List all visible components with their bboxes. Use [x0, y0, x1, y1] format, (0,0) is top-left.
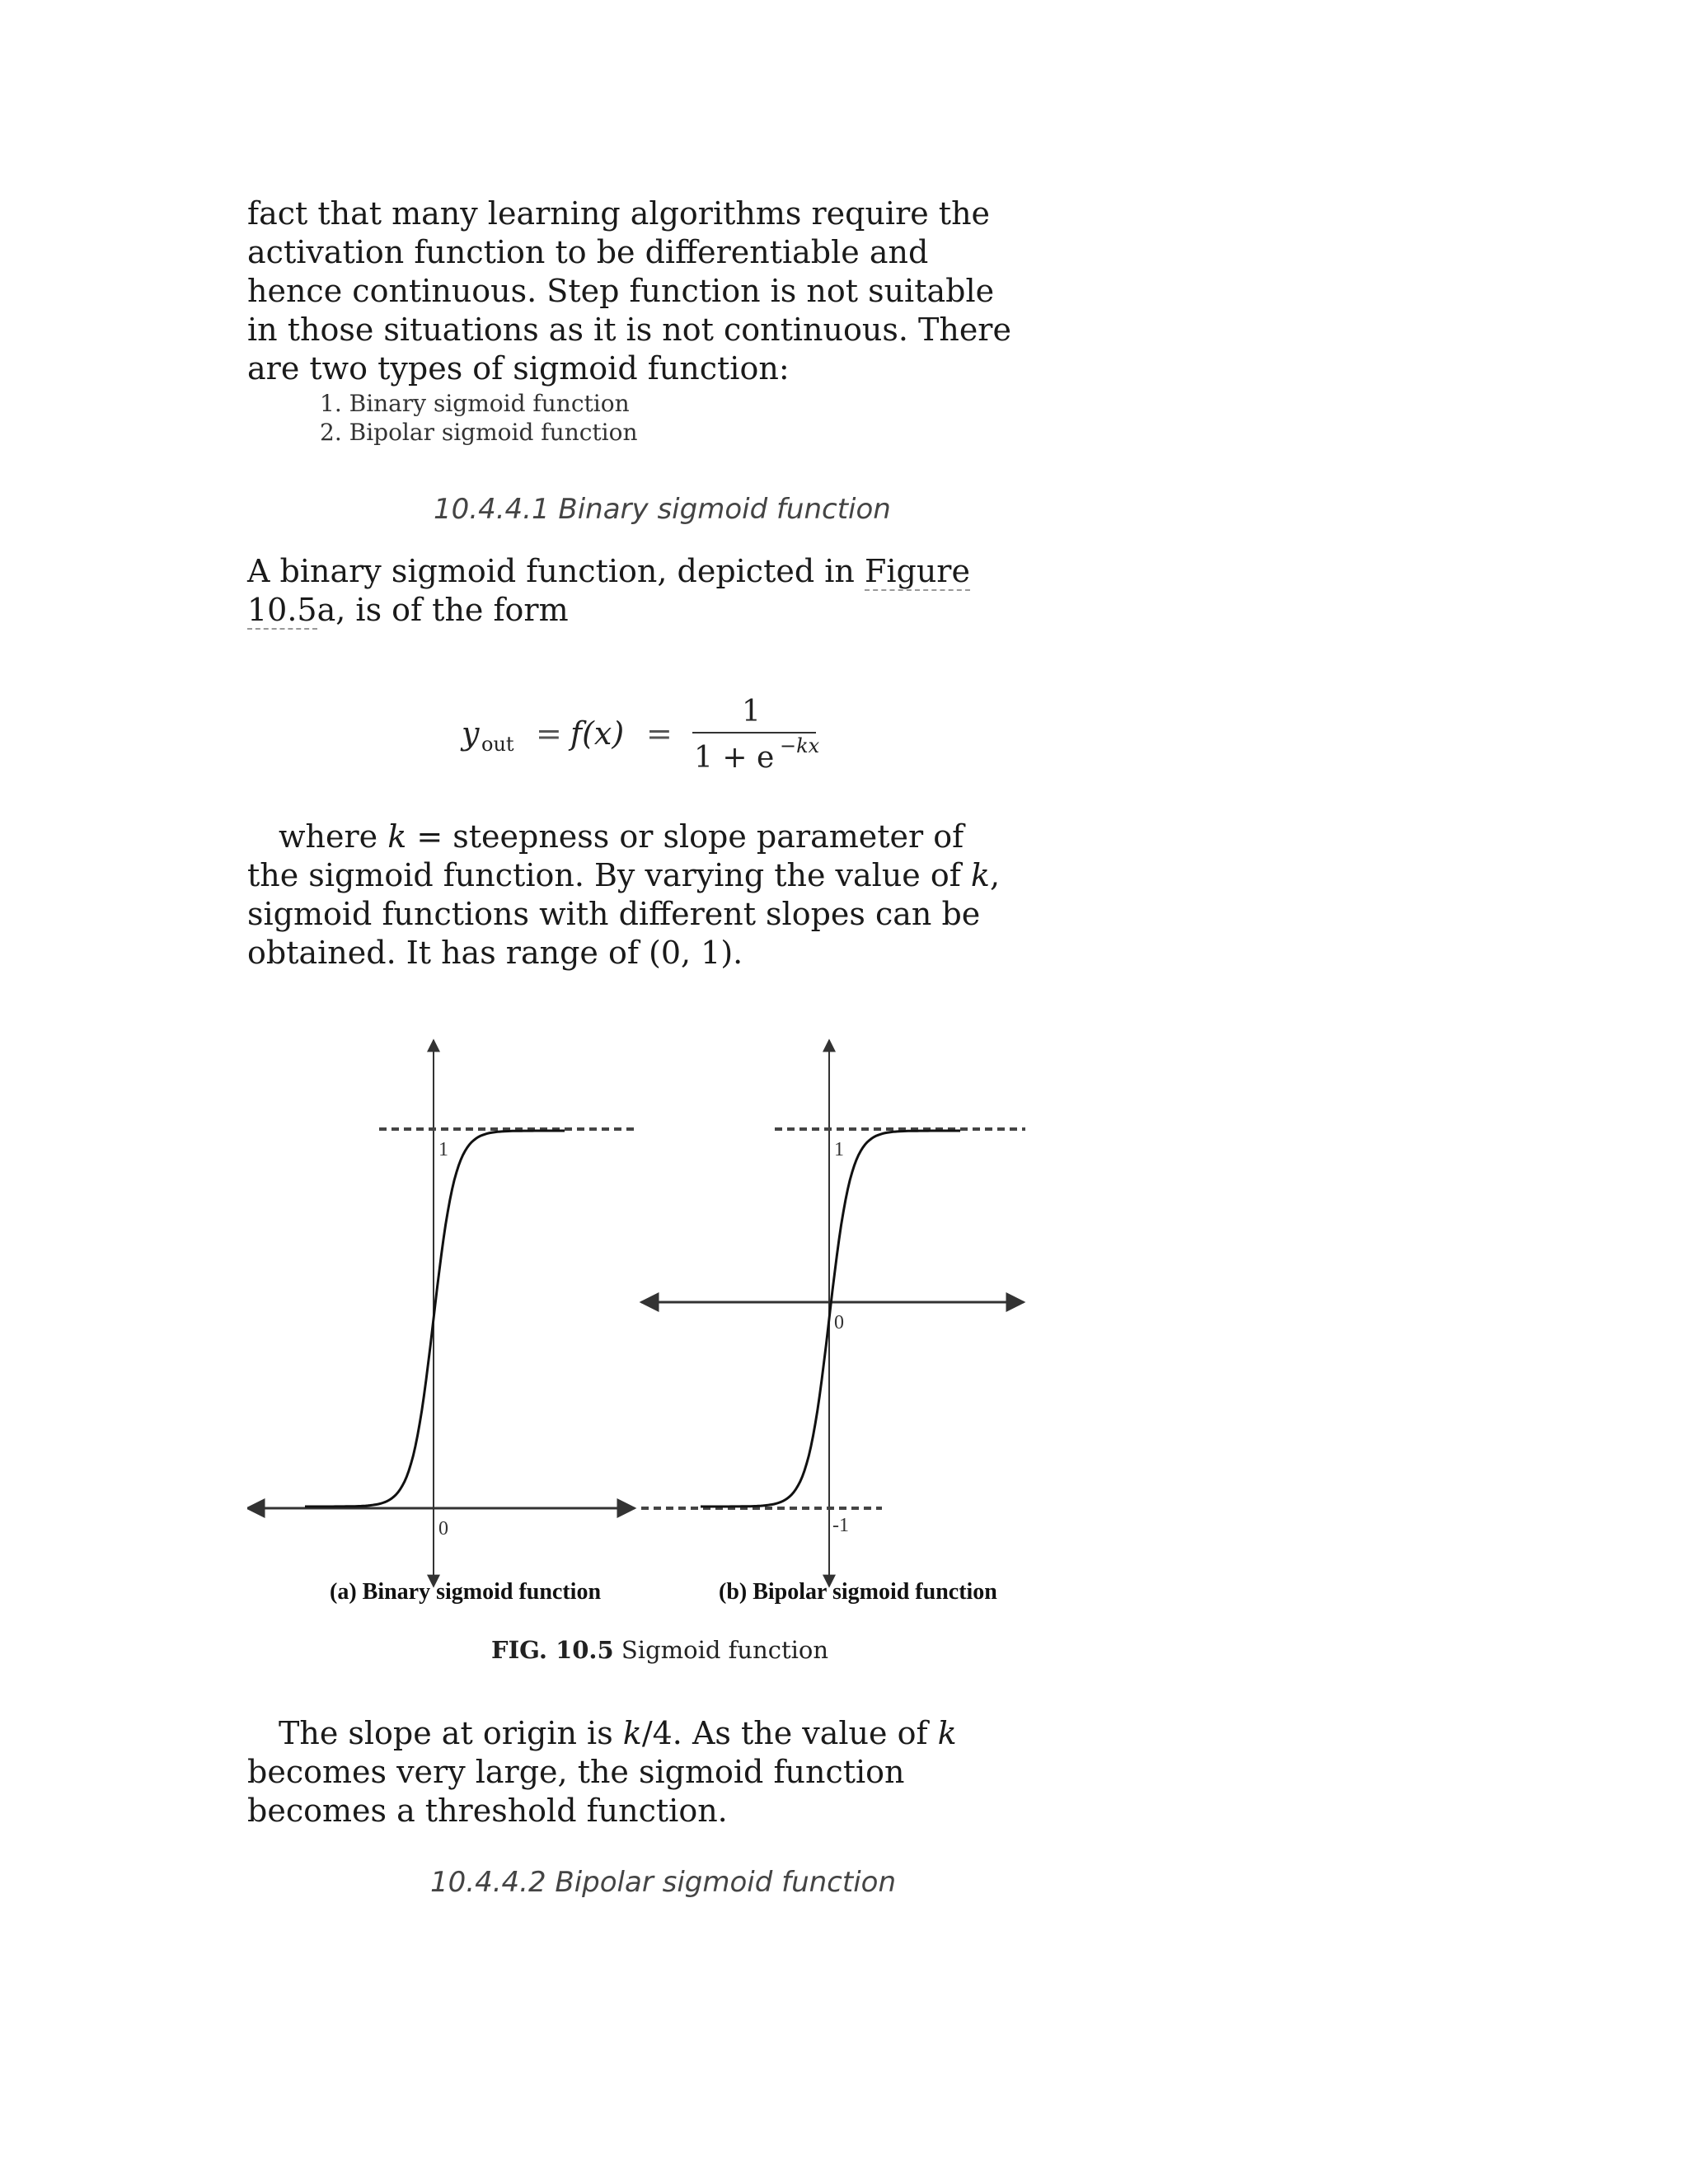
intro-paragraph: fact that many learning algorithms require the activation function to be differentiable and hence continuous. Step function is not suitable in those situations as it is not continuous. There are two types of sigmoid function:: [247, 195, 1011, 387]
var-k: k: [387, 818, 407, 855]
where-text-3: , sigmoid functions with different slopes can be obtained. It has range of (0, 1).: [247, 857, 1001, 971]
figure-title: Sigmoid function: [613, 1636, 829, 1664]
formula-numerator: 1: [742, 695, 761, 729]
section-heading-binary: 10.4.4.1 Binary sigmoid function: [434, 493, 891, 526]
formula-denominator: 1 + e: [694, 741, 775, 775]
var-k: k: [622, 1715, 642, 1751]
panel-a-label: (a) Binary sigmoid function: [330, 1579, 602, 1605]
panel-a-sigmoid-curve: [305, 1131, 565, 1507]
formula-equals-2: =: [646, 715, 673, 752]
panel-a-tick-0: 0: [438, 1518, 448, 1540]
sigmoid-figure: [247, 1030, 1071, 1624]
panel-b-tick-1: 1: [834, 1139, 844, 1160]
formula-y: y: [462, 715, 480, 752]
panel-b-sigmoid-curve: [701, 1131, 960, 1507]
var-k: k: [970, 857, 990, 893]
section-heading-bipolar: 10.4.4.2 Bipolar sigmoid function: [430, 1866, 897, 1899]
panel-b-bipolar: [641, 1040, 1025, 1605]
figure-caption: [491, 1636, 828, 1664]
sigmoid-types-list: [320, 389, 897, 447]
figure-link[interactable]: Figure 10.5: [247, 553, 970, 628]
binary-sigmoid-formula: [453, 680, 865, 779]
panel-b-tick-minus-1: -1: [832, 1515, 849, 1536]
list-item: 1. Binary sigmoid function: [320, 390, 630, 417]
figure-number: FIG. 10.5: [491, 1636, 614, 1664]
where-text-1: where: [279, 818, 388, 855]
list-item: 2. Bipolar sigmoid function: [320, 419, 638, 446]
slope-text-3: becomes very large, the sigmoid function becomes a threshold function.: [247, 1754, 905, 1829]
panel-a-binary: [247, 1040, 635, 1605]
panel-b-label: (b) Bipolar sigmoid function: [719, 1579, 997, 1605]
binary-lead-text-1: A binary sigmoid function, depicted in: [247, 553, 865, 589]
steepness-paragraph: [247, 818, 1022, 972]
where-text-2: = steepness or slope parameter of the sigmoid function. By varying the value of: [247, 818, 971, 893]
var-k: k: [937, 1715, 957, 1751]
binary-lead-paragraph: [247, 552, 1022, 630]
slope-text-1: The slope at origin is: [279, 1715, 623, 1751]
formula-exponent: −kx: [780, 734, 820, 757]
slope-paragraph: [247, 1714, 1022, 1830]
panel-b-tick-0: 0: [834, 1312, 844, 1333]
formula-sub: out: [481, 733, 514, 756]
formula-fx: f(x): [570, 715, 625, 752]
slope-text-2: /4. As the value of: [641, 1715, 938, 1751]
formula-equals-1: =: [536, 715, 562, 752]
binary-lead-text-2: a, is of the form: [316, 592, 569, 628]
panel-a-tick-1: 1: [438, 1139, 448, 1160]
